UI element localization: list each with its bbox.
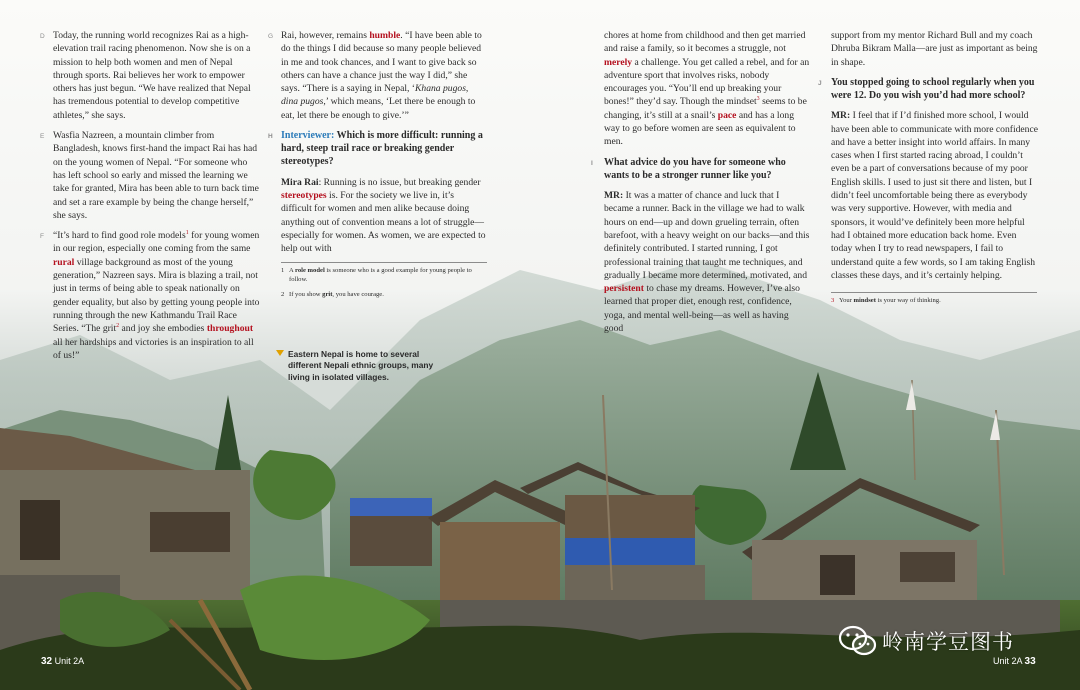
photo-caption: Eastern Nepal is home to several different Nepali ethnic groups, many living in isolated villages. bbox=[288, 349, 438, 383]
speaker-label: MR: bbox=[604, 190, 624, 202]
interview-question: I What advice do you have for someone who wants to be a stronger runner like you? bbox=[591, 156, 786, 181]
footnote: 1 A role model is someone who is a good example for young people to follow. bbox=[281, 267, 472, 283]
vocab-word: persistent bbox=[604, 283, 644, 295]
footnote-divider bbox=[831, 292, 1037, 293]
paragraph-marker: G bbox=[268, 33, 274, 40]
paragraph-marker: I bbox=[591, 159, 593, 167]
footnote: 3 Your mindset is your way of thinking. bbox=[831, 297, 941, 305]
vocab-word: stereotypes bbox=[281, 189, 327, 201]
footnote: 2 If you show grit, you have courage. bbox=[281, 291, 384, 299]
vocab-word: throughout bbox=[206, 323, 254, 335]
watermark bbox=[838, 622, 1038, 658]
interview-answer: Mira Rai: Running is no issue, but breaking gender stereotypes is. For the society we live in, it’s difficult for women and men alike because doing anything out of convention means a lot of struggle—especially for women. As women, we are expected to help out with bbox=[281, 176, 486, 255]
watermark-text: 岭南学豆图书 bbox=[882, 630, 1014, 654]
paragraph: F “It’s hard to find good role models$^1$ for young women in our region, especially one coming from the same rural village background as most of the young generation,” Nazreen says. Mira is blazing a trail, not just in terms of being able to speak nationally on gender equality, but also by getting young people into running through the new Kathmandu Trail Race Series. “The grit$^2$ and joy she embodies throughout all her hardships and victories is an inspiration to all of us!” bbox=[40, 229, 260, 361]
interview-answer: MR: It was a matter of chance and luck that I became a runner. Back in the village we had to walk hours on end—up and down grueling terrain, often barefoot, with a heavy weight on our backs—and this definitely contributed. I started running, I got professional training that taught me techniques, and gradually I became more determined, motivated, and persistent to chase my dreams. However, I’ve also learned that proper diet, enough rest, confidence, yoga, and mental well-being—as well as having good bbox=[604, 190, 810, 335]
paragraph: E Wasfia Nazreen, a mountain climber from Bangladesh, knows first-hand the impact Rai has had on the young women of Nepal. “For someone who has left school so early and missed the learning we take for granted, Mira has been able to turn back time and set a rare example by being the change herself,” she says. bbox=[40, 130, 259, 221]
paragraph: chores at home from childhood and then get married and raise a family, so it becomes a struggle, not merely a challenge. You get called a rebel, and for an adventure sport that involves risks, nobody encourages you. “You’ll end up breaking your bones!” they’d say. Though the mindset$^3$ seems to be changing, it’s still at a snail’s pace and has a long way to go before women are seen as equivalent to men. bbox=[604, 30, 810, 148]
column-4 bbox=[818, 29, 1039, 313]
vocab-word: pace bbox=[717, 109, 737, 121]
page-number-right: Unit 2A 33 bbox=[993, 656, 1036, 667]
column-2 bbox=[268, 29, 487, 307]
footnote-ref: 3 bbox=[756, 96, 760, 103]
paragraph-marker: F bbox=[40, 233, 44, 241]
paragraph-marker: D bbox=[40, 33, 45, 40]
paragraph: D Today, the running world recognizes Rai as a high-elevation trail racing phenomenon. Now she is on a mission to help both women and men of Nepal through sports. Rai believes her work to empower others has just begun. “We have realized that Nepal has tremendous potential to develop competitive athletes,” she says. bbox=[40, 30, 251, 121]
paragraph: support from my mentor Richard Bull and my coach Dhruba Bikram Malla—are just as important as being in shape. bbox=[831, 30, 1038, 68]
speaker-label: Mira Rai bbox=[281, 176, 319, 188]
footnote-ref: 2 bbox=[116, 323, 120, 330]
speaker-label: MR: bbox=[831, 110, 851, 122]
page-number-left: 32 Unit 2A bbox=[41, 656, 85, 667]
interviewer-label: Interviewer: bbox=[281, 130, 335, 142]
paragraph-marker: H bbox=[268, 133, 273, 141]
vocab-word: humble bbox=[369, 30, 401, 41]
wechat-icon bbox=[838, 624, 878, 658]
column-1 bbox=[40, 29, 262, 369]
vocab-word: merely bbox=[604, 56, 633, 68]
footnote-divider bbox=[281, 262, 487, 263]
interview-question: H Interviewer: Which is more difficult: running a hard, steep trail race or breaking gender stereotypes? bbox=[268, 130, 483, 168]
column-3 bbox=[591, 29, 810, 342]
footnote-ref: 1 bbox=[185, 229, 189, 236]
paragraph: G Rai, however, remains humble. “I have been able to do the things I did because so many people believed in me and took chances, and I want to give back so others can have a chance just the way I did,” she says. “There is a saying in Nepal, ‘Khana pugos, dina pugos,’ which means, ‘Let there be enough to eat, let there be enough to give.’” bbox=[268, 30, 482, 121]
paragraph-marker: J bbox=[818, 79, 822, 87]
vocab-word: rural bbox=[53, 256, 75, 268]
caption-marker-icon bbox=[276, 350, 284, 356]
interview-question: J You stopped going to school regularly when you were 12. Do you wish you’d had more school? bbox=[818, 76, 1035, 102]
interview-answer: MR: I feel that if I’d finished more school, I would have been able to communicate with more confidence and have a better insight into world affairs. In many cases when I first started racing abroad, I couldn’t even be a part of conversations because of my poor English skills. I used to just sit there and listen, but I didn’t feel uncomfortable being there as everybody was very supportive. However, with media and sponsors, it would’ve definitely been more helpful had I obtained more education back home. Even today when I try to read newspapers, I fail to understand quite a few words, so I am taking English classes these days, and it’s certainly helping. bbox=[831, 110, 1038, 281]
paragraph-marker: E bbox=[40, 133, 45, 141]
